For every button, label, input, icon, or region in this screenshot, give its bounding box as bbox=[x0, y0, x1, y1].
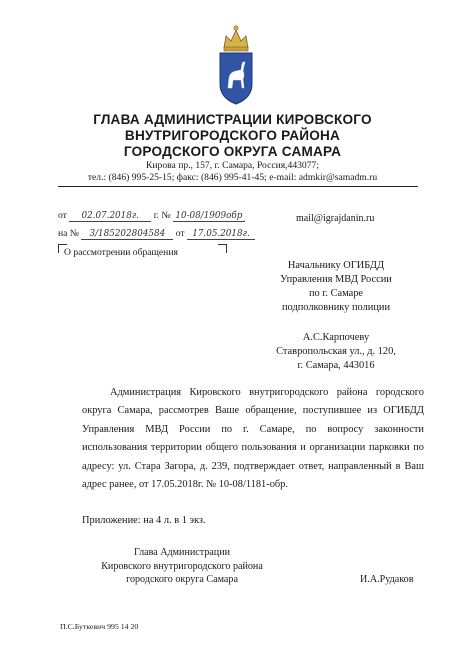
recipient-email: mail@igrajdanin.ru bbox=[296, 213, 375, 224]
org-title-line-3: ГОРОДСКОГО ОКРУГА САМАРА bbox=[123, 144, 342, 159]
reg-date-prefix: от bbox=[58, 210, 67, 221]
ref-number-value: 3/185202804584 bbox=[81, 229, 173, 240]
header-divider bbox=[58, 186, 418, 187]
org-title-line-2: ВНУТРИГОРОДСКОГО РАЙОНА bbox=[124, 128, 341, 143]
ref-number-prefix: на № bbox=[58, 228, 79, 239]
recipient-block bbox=[236, 259, 436, 373]
reg-number-value: 10-08/1909обр bbox=[173, 211, 245, 222]
recipient-name: А.С.Карпочеву bbox=[302, 332, 370, 343]
recipient-street: Ставропольская ул., д. 120, bbox=[276, 346, 396, 357]
recipient-line-2: Управления МВД России bbox=[280, 274, 392, 285]
letter-body: Администрация Кировского внутригородского района городского округа Самара, рассмотрев Ваше обращение, поступившее из ОГИБДД Управления МВД России по г. Самаре, по вопросу законности использования территории общего пользования и организации парковки по адресу: ул. Стара Загора, д. 239, подтверждает ответ, направленный в Ваш адрес ранее, от 17.05.2018г. № 10-08/1181-обр. bbox=[82, 387, 424, 491]
coat-of-arms-emblem bbox=[214, 22, 258, 106]
ref-date-prefix: от bbox=[175, 228, 185, 239]
ref-date-value: 17.05.2018г. bbox=[187, 229, 255, 240]
attachment-note: Приложение: на 4 л. в 1 экз. bbox=[82, 515, 206, 526]
signatory-position-line-3: городского округа Самара bbox=[126, 574, 238, 585]
recipient-city: г. Самара, 443016 bbox=[297, 360, 375, 371]
recipient-line-3: по г. Самаре bbox=[308, 288, 364, 299]
ref-row bbox=[58, 228, 255, 240]
reg-date-row bbox=[58, 210, 245, 222]
signatory-position-line-2: Кировского внутригородского района bbox=[101, 560, 263, 572]
recipient-line-1: Начальнику ОГИБДД bbox=[287, 260, 385, 271]
reg-date-value: 02.07.2018г. bbox=[69, 211, 151, 222]
reg-number-prefix: г. № bbox=[153, 210, 171, 221]
subject-bracket-right bbox=[218, 244, 227, 253]
signatory-name: И.А.Рудаков bbox=[360, 574, 414, 585]
address-line-1: Кирова пр., 157, г. Самара, Россия,443077; bbox=[146, 160, 319, 171]
org-title-line-1: ГЛАВА АДМИНИСТРАЦИИ КИРОВСКОГО bbox=[93, 112, 372, 127]
signatory-position-line-1: Глава Администрации bbox=[134, 547, 230, 558]
signatory-position bbox=[82, 546, 282, 587]
contacts-line: тел.: (846) 995-25-15; факс: (846) 995-41-45; e-mail: admkir@samadm.ru bbox=[87, 172, 378, 183]
recipient-line-4: подполковнику полиции bbox=[281, 302, 391, 313]
executor-line: П.С.Буткевич 995 14 20 bbox=[60, 622, 139, 631]
subject-line: О рассмотрении обращения bbox=[64, 247, 178, 258]
